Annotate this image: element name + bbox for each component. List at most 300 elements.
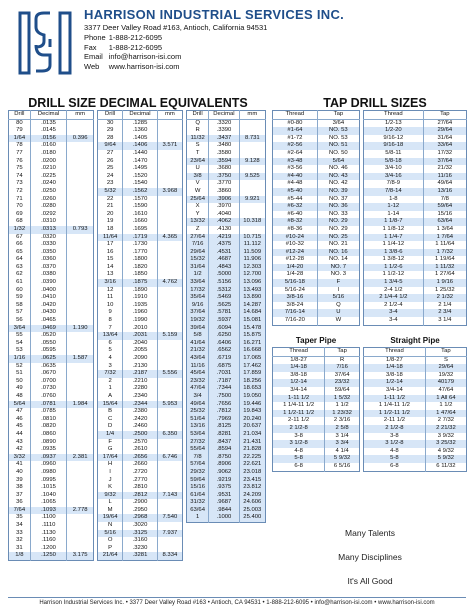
table-cell: 29/64 [423, 127, 466, 135]
table-cell: .1719 [123, 234, 158, 242]
table-cell: K [98, 484, 123, 492]
table-cell [67, 142, 94, 150]
table-row [364, 218, 467, 226]
table-cell: 44 [9, 431, 31, 439]
table-cell: #4-40 [273, 173, 318, 181]
table-cell: 49/64 [187, 401, 209, 409]
table-cell [67, 119, 94, 127]
table-cell: #6-40 [273, 211, 318, 219]
table-row [187, 446, 266, 454]
table-cell: 4.762 [157, 279, 182, 287]
table-cell: 11/64 [98, 234, 123, 242]
table-row [9, 180, 94, 188]
table-row [364, 364, 467, 372]
table-cell: 35 [9, 514, 31, 522]
table-cell: 24.209 [239, 492, 265, 500]
table-cell: 3/16 [98, 279, 123, 287]
table-cell: 25.400 [239, 514, 265, 522]
header-row [273, 348, 360, 357]
column-header: mm [157, 111, 182, 120]
table-cell: 28 [98, 135, 123, 143]
table-cell [239, 188, 265, 196]
table-cell: 29/64 [187, 249, 209, 257]
table-row [187, 165, 266, 173]
table-row [273, 264, 360, 272]
table-row [9, 256, 94, 264]
table-cell: 1 1/2-6 [364, 264, 424, 272]
table-cell: 1/2-14 [364, 379, 426, 387]
table-row [9, 165, 94, 173]
table-row [9, 477, 94, 485]
table-cell: 2 7/32 [437, 417, 455, 424]
table-cell: .4130 [209, 226, 239, 234]
table-row [98, 226, 183, 234]
table-cell: 18.653 [239, 385, 265, 393]
table-cell: #1-64 [273, 127, 318, 135]
slogan-1: Many Talents [345, 528, 395, 538]
table-cell: 13.493 [239, 287, 265, 295]
table-cell: 2 21/32 [425, 425, 466, 433]
company-name: HARRISON INDUSTRIAL SERVICES INC. [84, 7, 345, 22]
table-cell: 49/64 [437, 180, 453, 187]
table-cell [67, 514, 94, 522]
table-cell: 37/64 [423, 158, 466, 166]
table-cell: 47/64 [187, 385, 209, 393]
table-cell [67, 439, 94, 447]
table-cell: 21/64 [98, 552, 123, 560]
table-cell: 2.778 [67, 507, 94, 515]
table-row [187, 340, 266, 348]
table-cell: 2.381 [67, 454, 94, 462]
table-cell: .9531 [209, 492, 239, 500]
table-cell [67, 484, 94, 492]
table-row [98, 363, 183, 371]
table-row [98, 158, 183, 166]
contact-email[interactable]: info@harrison-isi.com [108, 52, 182, 61]
table-cell: 5/16 [98, 530, 123, 538]
table-cell: .3320 [209, 119, 239, 127]
contact-phone: 1-888-212-6095 [108, 33, 163, 42]
table-cell: .8437 [209, 439, 239, 447]
table-cell [239, 142, 265, 150]
table-cell: 46 [9, 416, 31, 424]
contact-web[interactable]: www.harrison-isi.com [108, 61, 180, 71]
table-cell [157, 446, 182, 454]
table-cell [67, 332, 94, 340]
table-cell: 61/64 [187, 492, 209, 500]
table-row [364, 173, 467, 181]
table-row [98, 507, 183, 515]
table-cell: .2055 [123, 347, 158, 355]
table-row [98, 188, 183, 196]
table-row [9, 271, 94, 279]
table-cell: 15 [98, 256, 123, 264]
table-cell: 3/4-14 [273, 387, 325, 395]
table-cell: 1 1/2 [335, 402, 349, 409]
table-cell [67, 363, 94, 371]
table-row [9, 287, 94, 295]
table-cell: .2031 [123, 332, 158, 340]
table-cell: 23/32 [325, 379, 360, 387]
table-cell: 33/64 [187, 279, 209, 287]
table-cell: NO. 36 [317, 203, 359, 211]
table-cell: 78 [9, 142, 31, 150]
table-row [98, 340, 183, 348]
table-cell: 45/64 [187, 370, 209, 378]
table-cell: .0410 [30, 294, 67, 302]
table-cell: 1 47/64 [425, 410, 466, 418]
table-cell: .5937 [209, 317, 239, 325]
table-row [187, 218, 266, 226]
table-row [273, 379, 360, 387]
table-cell: .0310 [30, 218, 67, 226]
table-cell [157, 241, 182, 249]
table-row [187, 150, 266, 158]
table-cell: .0330 [30, 241, 67, 249]
table-row [98, 180, 183, 188]
table-row [187, 439, 266, 447]
table-row [9, 234, 94, 242]
table-row [9, 150, 94, 158]
table-cell: 3 25/32 [425, 440, 466, 448]
table-cell: .3970 [209, 203, 239, 211]
table-cell [67, 317, 94, 325]
table-cell: .1250 [30, 552, 67, 560]
table-cell: .2090 [123, 355, 158, 363]
table-cell: .3125 [123, 530, 158, 538]
table-cell: 41/64 [187, 340, 209, 348]
table-cell: 1 1/8-7 [364, 218, 424, 226]
table-cell: 13.096 [239, 279, 265, 287]
table-cell [67, 196, 94, 204]
table-row [187, 142, 266, 150]
table-cell: 3.571 [157, 142, 182, 150]
table-cell: .9687 [209, 499, 239, 507]
table-cell [157, 355, 182, 363]
table-cell: 4 9/32 [437, 447, 455, 454]
table-cell [157, 287, 182, 295]
table-cell: 7.540 [157, 514, 182, 522]
table-cell: .2340 [123, 393, 158, 401]
table-cell: 1 27/64 [434, 271, 455, 278]
table-cell: Z [187, 226, 209, 234]
table-row [364, 234, 467, 242]
table-cell: .1875 [123, 279, 158, 287]
table-cell: 2 3/4 [423, 309, 466, 317]
table-cell: #8-32 [273, 218, 318, 226]
table-row [98, 234, 183, 242]
table-cell [157, 477, 182, 485]
table-cell: NO. 46 [329, 165, 348, 172]
table-cell: 1 3/4-5 [364, 279, 424, 287]
table-row [273, 410, 360, 418]
table-cell: Q [336, 301, 341, 308]
table-cell: 7/16 [325, 364, 360, 372]
table-row [273, 127, 360, 135]
table-row [9, 469, 94, 477]
table-row [364, 264, 467, 272]
table-cell: .5312 [209, 287, 239, 295]
table-cell: 2 1/4-4 1/2 [364, 294, 424, 302]
table-cell: 1/2-14 [273, 379, 325, 387]
table-cell: 3/8-18 [273, 372, 325, 380]
table-cell: .4687 [209, 256, 239, 264]
table-cell: .1935 [123, 302, 158, 310]
table-cell: 21.828 [239, 446, 265, 454]
table-row [98, 279, 183, 287]
table-row [9, 416, 94, 424]
table-cell: .0380 [30, 271, 67, 279]
table-row [98, 401, 183, 409]
table-cell: 10 [98, 302, 123, 310]
table-cell: 19.843 [239, 408, 265, 416]
table-cell [157, 347, 182, 355]
table-cell: 21.034 [239, 431, 265, 439]
table-cell: .3020 [123, 522, 158, 530]
header-row [98, 111, 183, 120]
table-cell: 0.396 [67, 135, 94, 143]
table-row [187, 454, 266, 462]
table-cell: #6-32 [273, 203, 318, 211]
table-cell: 4 1/4 [335, 447, 349, 454]
table-cell [157, 545, 182, 553]
table-cell: 9 [98, 309, 123, 317]
table-cell [67, 165, 94, 173]
table-cell [67, 180, 94, 188]
table-cell: .2720 [123, 469, 158, 477]
table-cell: .1495 [123, 165, 158, 173]
table-row [98, 522, 183, 530]
table-cell: 1 1/8-12 [364, 226, 424, 234]
table-cell: .1590 [123, 203, 158, 211]
table-row [187, 492, 266, 500]
table-cell [67, 150, 94, 158]
table-cell: .3390 [209, 127, 239, 135]
contact-label: Fax [84, 42, 97, 52]
table-cell: 20.240 [239, 416, 265, 424]
table-row [187, 514, 266, 522]
table-cell [157, 325, 182, 333]
table-row [98, 294, 183, 302]
table-row [98, 469, 183, 477]
table-cell: 27/64 [187, 234, 209, 242]
table-cell [157, 385, 182, 393]
table-cell [239, 203, 265, 211]
table-row [273, 287, 360, 295]
table-cell: 23 [98, 180, 123, 188]
table-row [273, 309, 360, 317]
table-row [273, 433, 360, 441]
table-cell: .1406 [123, 142, 158, 150]
table-row [187, 317, 266, 325]
table-cell: 19/32 [438, 371, 454, 378]
table-row [98, 249, 183, 257]
table-cell [67, 545, 94, 553]
table-cell: 3/8-18 [364, 372, 426, 380]
table-cell: 5-8 [273, 455, 325, 463]
table-cell: 70 [9, 203, 31, 211]
table-cell: 29/32 [187, 469, 209, 477]
table-cell: .0320 [30, 234, 67, 242]
table-row [364, 433, 467, 441]
table-cell: 3 3/4 [325, 440, 360, 448]
table-row [9, 454, 94, 462]
table-row [9, 363, 94, 371]
table-cell: 23.018 [239, 469, 265, 477]
table-row [9, 135, 94, 143]
table-cell: 1 23/32 [325, 410, 360, 418]
table-cell: .2010 [123, 325, 158, 333]
table-cell: .0260 [30, 196, 67, 204]
table-cell: .3160 [123, 537, 158, 545]
table-cell: 1 9/16 [423, 279, 466, 287]
table-cell: 3 1/2-8 [273, 440, 325, 448]
table-cell: 67 [9, 234, 31, 242]
table-cell: .4375 [209, 241, 239, 249]
table-cell: 14 [98, 264, 123, 272]
table-cell [239, 211, 265, 219]
table-cell: 21 [98, 203, 123, 211]
table-row [98, 439, 183, 447]
table-row [9, 173, 94, 181]
table-cell: .3906 [209, 196, 239, 204]
table-cell: 19/64 [98, 514, 123, 522]
table-cell: 1 3/8-12 [364, 256, 424, 264]
table-cell [67, 309, 94, 317]
table-cell: 1/2-13 [364, 119, 424, 127]
table-cell: 2-4 1/2 [364, 287, 424, 295]
table-cell [157, 537, 182, 545]
table-row [9, 522, 94, 530]
table-cell: .1910 [123, 294, 158, 302]
table-cell: 3/64 [9, 325, 31, 333]
table-cell: .0156 [30, 135, 67, 143]
table-cell: .5781 [209, 309, 239, 317]
table-cell: 7/32 [98, 370, 123, 378]
table-cell: .0935 [30, 446, 67, 454]
table-cell [157, 408, 182, 416]
table-cell: 12.700 [239, 271, 265, 279]
table-cell: 80 [9, 119, 31, 127]
table-cell: 39 [9, 477, 31, 485]
table-cell: T [187, 150, 209, 158]
table-cell: .7969 [209, 416, 239, 424]
table-cell: 4 [98, 355, 123, 363]
table-cell: 31 [9, 545, 31, 553]
table-cell: .4219 [209, 234, 239, 242]
table-row [9, 370, 94, 378]
column-header: Decimal [123, 111, 158, 120]
column-header: mm [67, 111, 94, 120]
table-cell: 9.921 [239, 196, 265, 204]
table-cell: NO. 29 [317, 218, 359, 226]
table-cell: 1/64 [9, 135, 31, 143]
table-row [98, 378, 183, 386]
table-cell: .7500 [209, 393, 239, 401]
table-cell: .2460 [123, 423, 158, 431]
table-cell: M [98, 507, 123, 515]
table-row [98, 499, 183, 507]
table-cell: 12 [98, 287, 123, 295]
svg-text:I: I [63, 23, 67, 33]
table-cell: .1110 [30, 522, 67, 530]
table-cell: 5/32 [98, 188, 123, 196]
table-cell: NO. 42 [329, 180, 348, 187]
table-cell: 20 [98, 211, 123, 219]
straight-pipe-heading: Straight Pipe [390, 336, 440, 345]
table-cell: 4-8 [273, 448, 325, 456]
table-cell: 2 3/16 [333, 417, 351, 424]
table-cell: 37/64 [187, 309, 209, 317]
table-cell: 63/64 [423, 218, 466, 226]
table-row [273, 402, 360, 410]
table-cell: .3860 [209, 188, 239, 196]
table-cell: 1 1/4-11 1/2 [273, 402, 325, 410]
table-cell: 1/4 [98, 431, 123, 439]
table-cell: .1093 [30, 507, 67, 515]
table-row [187, 363, 266, 371]
table-cell [157, 173, 182, 181]
table-row [273, 256, 360, 264]
table-cell: .2810 [123, 484, 158, 492]
table-row [9, 188, 94, 196]
table-row [187, 256, 266, 264]
table-row [9, 537, 94, 545]
table-cell: 1-11 1/2 [364, 395, 426, 403]
table-cell: 30 [98, 119, 123, 127]
table-cell: .1000 [209, 514, 239, 522]
table-cell: L [98, 499, 123, 507]
table-cell [67, 211, 94, 219]
table-cell: 7/64 [9, 507, 31, 515]
table-cell: NO. 39 [317, 188, 359, 196]
table-cell: W [335, 317, 342, 324]
table-cell: #4-48 [273, 180, 318, 188]
table-cell: 5/16-18 [273, 279, 318, 287]
table-row [187, 135, 266, 143]
table-cell: 54 [9, 340, 31, 348]
header-row [364, 348, 467, 357]
table-cell [67, 446, 94, 454]
table-row [364, 387, 467, 395]
table-row [187, 332, 266, 340]
table-cell: .8594 [209, 446, 239, 454]
column-header: mm [239, 111, 265, 120]
table-cell [67, 279, 94, 287]
table-cell: 15/16 [437, 210, 453, 217]
table-cell: 6.350 [157, 431, 182, 439]
table-row [98, 393, 183, 401]
table-cell: NO. 37 [329, 195, 348, 202]
table-row [187, 416, 266, 424]
table-row [98, 537, 183, 545]
table-cell: .2280 [123, 385, 158, 393]
table-cell: .0350 [30, 249, 67, 257]
table-cell: S [187, 142, 209, 150]
table-cell [67, 408, 94, 416]
table-cell: NO. 21 [329, 241, 348, 248]
table-row [273, 425, 360, 433]
table-cell [157, 499, 182, 507]
table-cell: 31/64 [437, 134, 453, 141]
table-row [9, 211, 94, 219]
table-row [98, 423, 183, 431]
table-cell: 7.143 [157, 492, 182, 500]
table-cell: 33/64 [423, 142, 466, 150]
contact-label: Email [84, 52, 103, 61]
table-cell: .0820 [30, 423, 67, 431]
table-row [9, 309, 94, 317]
